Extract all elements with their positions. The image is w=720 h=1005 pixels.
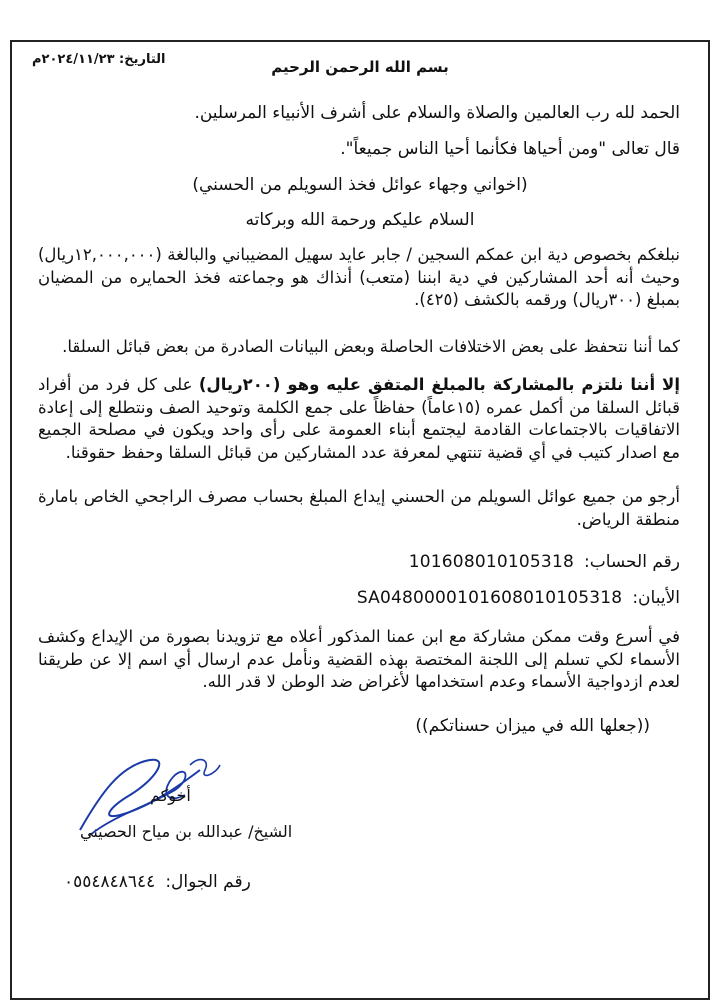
opening-praise: الحمد لله رب العالمين والصلاة والسلام على أشرف الأنبياء المرسلين. <box>194 103 680 123</box>
iban-number: SA0480000101608010105318 <box>356 588 623 608</box>
paragraph-request: في أسرع وقت ممكن مشاركة مع ابن عمنا المذكور أعلاه مع تزويدنا بصورة من الإيداع وكشف الأسماء لكي تسلم إلى اللجنة المختصة بهذه القضية ونأمل عدم ارسال أي اسم إلا عن طريقنا لعدم ازدواجية الأسماء وعدم استخدامها لأغراض ضد الوطن لا قدر الله. <box>38 627 680 691</box>
commitment-bold: إلا أننا نلتزم بالمشاركة بالمبلغ المتفق عليه وهو (٢٠٠ريال) <box>198 375 680 394</box>
mobile-number: ٠٥٥٤٨٤٨٦٤٤ <box>64 872 156 892</box>
iban-line <box>357 588 680 608</box>
iban-label: الأيبان: <box>632 588 680 608</box>
account-line <box>409 552 680 572</box>
closing-prayer: ((جعلها الله في ميزان حسناتكم)) <box>415 716 650 736</box>
sheikh-name: الشيخ/ عبدالله بن مياح الحصيني <box>80 822 293 841</box>
akhukum-label: أخوكم <box>150 786 191 805</box>
quran-quote: قال تعالى "ومن أحياها فكأنما أحيا الناس جميعاً". <box>340 139 680 159</box>
account-number: 101608010105318 <box>408 552 574 572</box>
paragraph-commitment <box>38 374 680 464</box>
letter-date: التاريخ: ٢٠٢٤/١١/٢٣م <box>32 52 166 67</box>
paragraph-diya: نبلغكم بخصوص دية ابن عمكم السجين / جابر عايد سهيل المضيباني والبالغة (١٢,٠٠٠,٠٠٠ريال) وحيث أنه أحد المشاركين في دية ابننا (متعب) أنذاك هو وجماعته فخذ الحمايره من المضيان بمبلغ (٣٠٠ريال) ورقمه بالكشف (٤٢٥). <box>38 245 680 309</box>
basmala: بسم الله الرحمن الرحيم <box>271 58 449 76</box>
mobile-label: رقم الجوال: <box>165 872 251 892</box>
addressee: (اخواني وجهاء عوائل فخذ السويلم من الحسني) <box>192 175 528 195</box>
commitment-rest: على كل فرد من أفراد قبائل السلقا من أكمل عمره (١٥عاماً) حفاظاً على جمع الكلمة وتوحيد الصف ونتطلع إلى إعادة الاتفاقيات بالاجتماعات القادمة ليجتمع أبناء العمومة على رأى واحد ويكون في مصلحة الجميع مع اصدار كتيب في أي قضية تنتهي لمعرفة عدد المشاركين من قبائل السلقا وحفظ حقوقنا. <box>38 375 680 462</box>
greeting: السلام عليكم ورحمة الله وبركاته <box>245 210 475 230</box>
paragraph-deposit: أرجو من جميع عوائل السويلم من الحسني إيداع المبلغ بحساب مصرف الراجحي الخاص بامارة منطقة الرياض. <box>38 487 680 529</box>
mobile-line <box>64 872 251 892</box>
paragraph-reservation: كما أننا نتحفظ على بعض الاختلافات الحاصلة وبعض البيانات الصادرة من بعض قبائل السلقا. <box>62 337 680 356</box>
account-label: رقم الحساب: <box>583 552 680 572</box>
